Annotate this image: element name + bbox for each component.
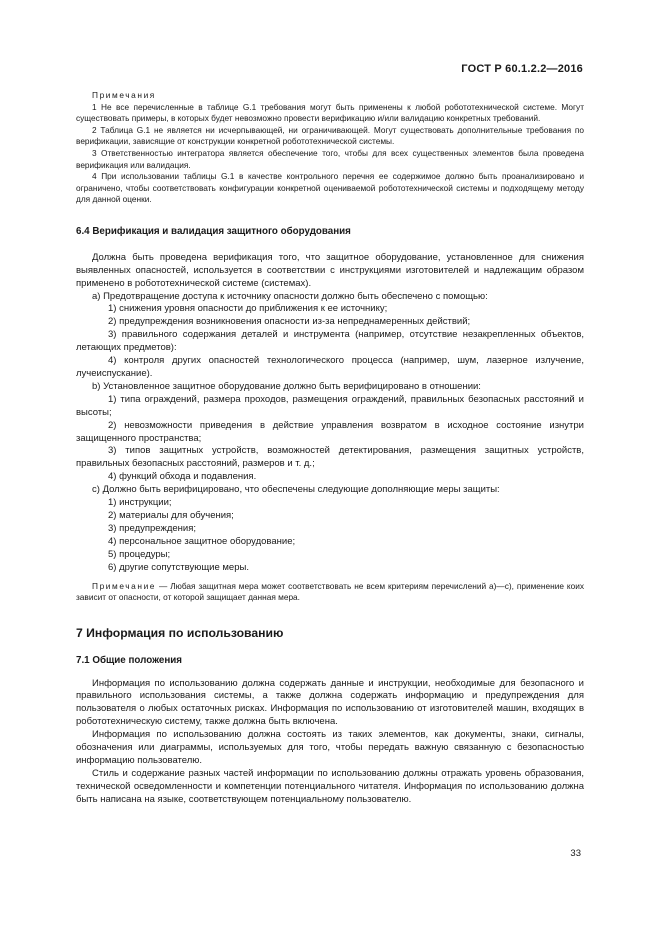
list-subitem: 4) персональное защитное оборудование; xyxy=(108,535,296,547)
list-label-a: а) xyxy=(92,290,101,302)
note-item: 3 Ответственностью интегратора является обеспечение того, чтобы для всех существенных элементов была проведена верификация или валидация. xyxy=(76,147,584,170)
list-subitem: 4) контроля других опасностей технологического процесса (например, шум, лазерное излучение, лучеиспускание). xyxy=(76,355,584,379)
paragraph: Информация по использованию должна состоять из таких элементов, как документы, знаки, сигналы, обозначения или диаграммы, используемых для того, чтобы передать важную связанную с безопасностью информацию пользователю. xyxy=(76,729,584,766)
list-label-c: c) xyxy=(92,484,100,496)
list-subitem: 1) типа ограждений, размера проходов, размещения ограждений, правильных безопасных расстояний и высоты; xyxy=(76,393,584,418)
paragraph: Стиль и содержание разных частей информации по использованию должны отражать уровень образования, технической осведомленности и компетенции потенциального читателя. Информация по использованию должна быть написана на языке, соответствующем потенциальному пользователю. xyxy=(76,767,584,805)
list-item-b xyxy=(76,381,584,394)
list-subitem: 2) предупреждения возникновения опасности из-за непреднамеренных действий; xyxy=(108,316,471,328)
list-text-b: Установленное защитное оборудование должно быть верифицировано в отношении: xyxy=(103,380,481,392)
note-item: 2 Таблица G.1 не является ни исчерпывающей, ни ограничивающей. Могут существовать дополнительные требования по верификации, зависящие от конструкции конкретной робототехнической системы. xyxy=(76,124,584,147)
page-content xyxy=(76,90,584,807)
notes-title: Примечания xyxy=(92,90,156,100)
list-label-b: b) xyxy=(92,380,101,392)
paragraph: Информация по использованию должна содержать данные и инструкции, необходимые для безопасного и правильного использования системы, а также должна содержать информацию и предупреждения для пользователя о любых остаточных рисках. Информация по использованию от изготовителей машин, входящих в робототехническую систему, также должна быть включена. xyxy=(76,677,584,728)
list-subitem: 6) другие сопутствующие меры. xyxy=(108,561,249,573)
list-subitem: 3) правильного содержания деталей и инструмента (например, отсутствие незакрепленных объектов, летающих предметов): xyxy=(76,329,584,354)
notes-block xyxy=(76,90,584,206)
list-subitem: 1) снижения уровня опасности до приближения к ее источнику; xyxy=(108,303,388,315)
document-code: ГОСТ Р 60.1.2.2—2016 xyxy=(461,63,583,75)
list-subitem: 2) невозможности приведения в действие управления возвратом в исходное состояние изнутри защищенного пространства; xyxy=(76,419,584,444)
list-subitem: 5) процедуры; xyxy=(108,548,171,560)
list-subitem: 3) предупреждения; xyxy=(108,522,197,534)
section-heading-7-1: 7.1 Общие положения xyxy=(76,654,183,666)
section-6-4-intro: Должна быть проведена верификация того, что защитное оборудование, установленное для снижения выявленных опасностей, используется в соответствии с инструкциями изготовителей и надлежащим образом применено в робототехнической системе (системах). xyxy=(76,251,584,289)
list-item-c xyxy=(76,484,584,497)
list-subitem: 3) типов защитных устройств, возможностей детектирования, размещения защитных устройств, правильных безопасных расстояний, размеров и т. д.; xyxy=(76,445,584,470)
section-heading-6-4: 6.4 Верификация и валидация защитного оборудования xyxy=(76,225,351,237)
note-item: 1 Не все перечисленные в таблице G.1 требования могут быть применены к любой робототехнической системе. Могут существовать примеры, в которых будет невозможно провести верификацию и/или валидацию конкретных требований. xyxy=(76,101,584,124)
note-text: — Любая защитная мера может соответствовать не всем критериям перечислений а)—с), применение коих зависит от опасности, от которой защищает данная мера. xyxy=(76,580,584,603)
list-text-a: Предотвращение доступа к источнику опасности должно быть обеспечено с помощью: xyxy=(103,290,488,302)
note-item: 4 При использовании таблицы G.1 в качестве контрольного перечня ее содержимое должно быть проанализировано и ограничено, чтобы соответствовать конфигурации конкретной оцениваемой робототехнической системы и подходящему методу для данной оценки. xyxy=(76,171,584,205)
list-subitem: 2) материалы для обучения; xyxy=(108,509,234,521)
list-subitem: 4) функций обхода и подавления. xyxy=(108,471,257,483)
section-6-4-note xyxy=(76,581,584,604)
note-label: Примечание xyxy=(92,580,157,591)
list-subitem: 1) инструкции; xyxy=(108,497,172,509)
list-item-a xyxy=(76,291,584,304)
section-heading-7: 7 Информация по использованию xyxy=(76,625,284,640)
page-number: 33 xyxy=(570,848,581,859)
list-text-c: Должно быть верифицировано, что обеспечены следующие дополняющие меры защиты: xyxy=(102,484,500,496)
